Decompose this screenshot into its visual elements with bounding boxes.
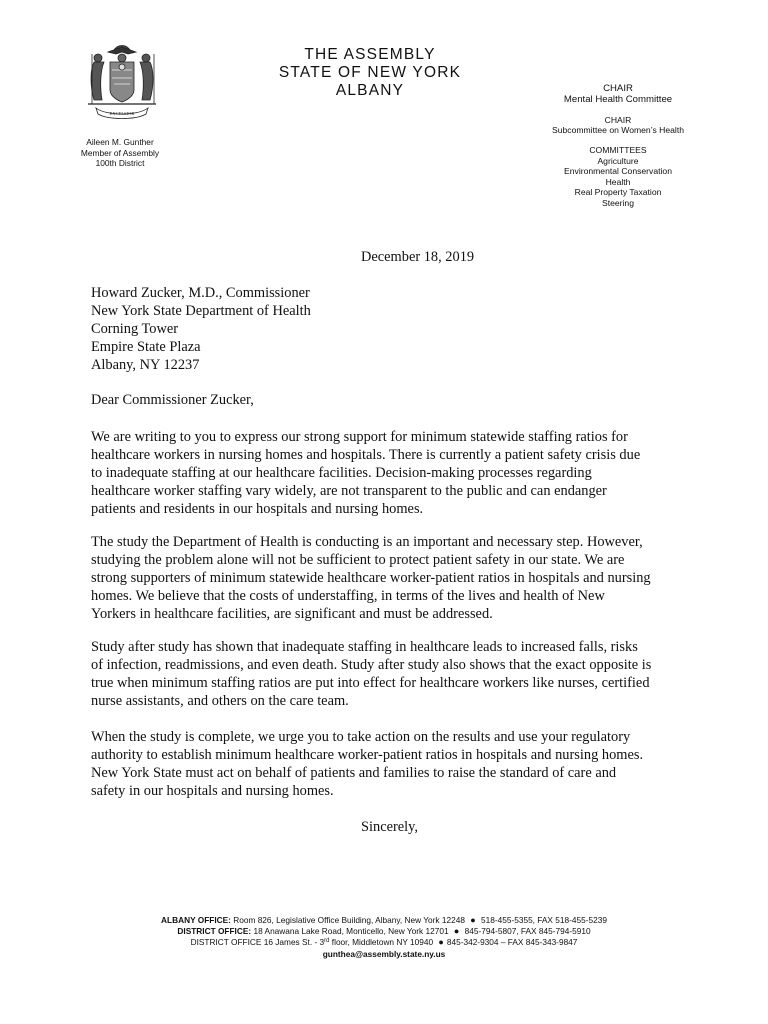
salutation: Dear Commissioner Zucker, — [91, 392, 254, 408]
committee-item: Health — [605, 176, 631, 187]
district2-phone: 845-342-9304 – FAX 845-343-9847 — [446, 937, 578, 948]
district2-superscript: rd — [324, 938, 330, 945]
address-line: Albany, NY 12237 — [91, 357, 200, 373]
paragraph-line: New York State must act on behalf of patients and families to raise the standard of care and — [91, 765, 617, 781]
address-line: Howard Zucker, M.D., Commissioner — [91, 285, 310, 301]
committee-item: Environmental Conservation — [564, 166, 672, 177]
paragraph-line: studying the problem alone will not be sufficient to protect patient safety in our state. We are — [91, 552, 625, 568]
chair-label: CHAIR — [603, 83, 633, 94]
paragraph-line: strong supporters of minimum statewide healthcare worker-patient ratios in hospitals and nursing — [91, 570, 651, 586]
chair-committee: Mental Health Committee — [563, 94, 673, 106]
bullet-icon: ● — [453, 926, 460, 937]
footer-district-office — [90, 926, 678, 937]
committees-label: COMMITTEES — [589, 145, 647, 155]
paragraph-line: authority to establish minimum healthcare worker-patient ratios in hospitals and nursing homes. — [91, 747, 644, 763]
closing: Sincerely, — [361, 819, 419, 835]
paragraph-line: safety in our hospitals and nursing homes. — [91, 783, 334, 799]
paragraph-line: of infection, readmissions, and even death. Study after study also shows that the exact opposite is — [91, 657, 652, 673]
paragraph-line: Yorkers in healthcare facilities, are significant and must be addressed. — [91, 606, 493, 622]
title-line: ALBANY — [335, 82, 405, 99]
albany-office-label: ALBANY OFFICE: — [161, 915, 231, 925]
albany-office-address: Room 826, Legislative Office Building, Albany, New York 12248 — [230, 915, 468, 925]
address-line: New York State Department of Health — [91, 303, 311, 319]
address-line: Corning Tower — [91, 321, 179, 337]
bullet-icon: ● — [470, 915, 476, 925]
seal-banner-text: EXCELSIOR — [109, 111, 135, 116]
body-paragraph — [91, 428, 640, 518]
title-line: THE ASSEMBLY — [304, 46, 436, 63]
bullet-icon: ● — [438, 937, 444, 948]
district-office-phone: 845-794-5807, FAX 845-794-5910 — [462, 926, 591, 937]
body-paragraph — [91, 638, 651, 710]
district-office-address: 18 Anawana Lake Road, Monticello, New York 12701 — [251, 926, 451, 937]
chair-subcommittee: Subcommittee on Women’s Health — [552, 125, 684, 136]
committee-item: Steering — [601, 197, 634, 208]
footer-district-office-2 — [90, 937, 678, 948]
chair-label: CHAIR — [604, 114, 632, 125]
district2-address-b: floor, Middletown NY 10940 — [329, 937, 436, 948]
paragraph-line: healthcare workers in nursing homes and hospitals. There is currently a patient safety crisis due — [91, 447, 641, 463]
paragraph-line: patients and residents in our hospitals and nursing homes. — [91, 501, 424, 517]
footer-offices — [90, 915, 678, 960]
footer-albany-office — [90, 915, 678, 926]
paragraph-line: The study the Department of Health is conducting is an important and necessary step. However, — [91, 534, 643, 550]
albany-office-phone: 518-455-5355, FAX 518-455-5239 — [478, 915, 607, 925]
member-name: Aileen M. Gunther — [86, 137, 154, 147]
footer-email[interactable] — [90, 949, 678, 960]
paragraph-line: When the study is complete, we urge you to take action on the results and use your regulatory — [91, 729, 631, 745]
paragraph-line: to inadequate staffing at our healthcare facilities. Decision-making processes regarding — [91, 465, 592, 481]
address-line: Empire State Plaza — [91, 339, 201, 355]
paragraph-line: true when minimum staffing ratios are put into effect for healthcare workers like nurses, certified — [91, 675, 650, 691]
paragraph-line: homes. We believe that the costs of understaffing, in terms of the lives and health of New — [91, 588, 605, 604]
district-office-label: DISTRICT OFFICE: — [177, 926, 252, 937]
committee-item: Real Property Taxation — [574, 187, 662, 198]
recipient-address — [91, 284, 311, 374]
letterhead-title — [250, 46, 490, 100]
committee-info — [520, 83, 716, 209]
paragraph-line: We are writing to you to express our strong support for minimum statewide staffing ratios for — [91, 429, 628, 445]
body-paragraph — [91, 533, 651, 623]
letter-date: December 18, 2019 — [361, 249, 475, 265]
member-district: 100th District — [95, 158, 145, 169]
member-title: Member of Assembly — [80, 147, 160, 158]
paragraph-line: Study after study has shown that inadequate staffing in healthcare leads to increased falls, risks — [91, 639, 638, 655]
title-line: STATE OF NEW YORK — [278, 64, 462, 81]
state-seal-image — [78, 40, 166, 122]
district2-address-a: DISTRICT OFFICE 16 James St. - 3 — [190, 937, 325, 948]
paragraph-line: healthcare worker staffing vary widely, are not transparent to the public and can endanger — [91, 483, 607, 499]
paragraph-line: nurse assistants, and others on the care team. — [91, 693, 349, 709]
email-address[interactable]: gunthea@assembly.state.ny.us — [322, 948, 446, 959]
committee-item: Agriculture — [597, 155, 639, 166]
body-paragraph — [91, 728, 643, 800]
member-info — [40, 137, 200, 169]
